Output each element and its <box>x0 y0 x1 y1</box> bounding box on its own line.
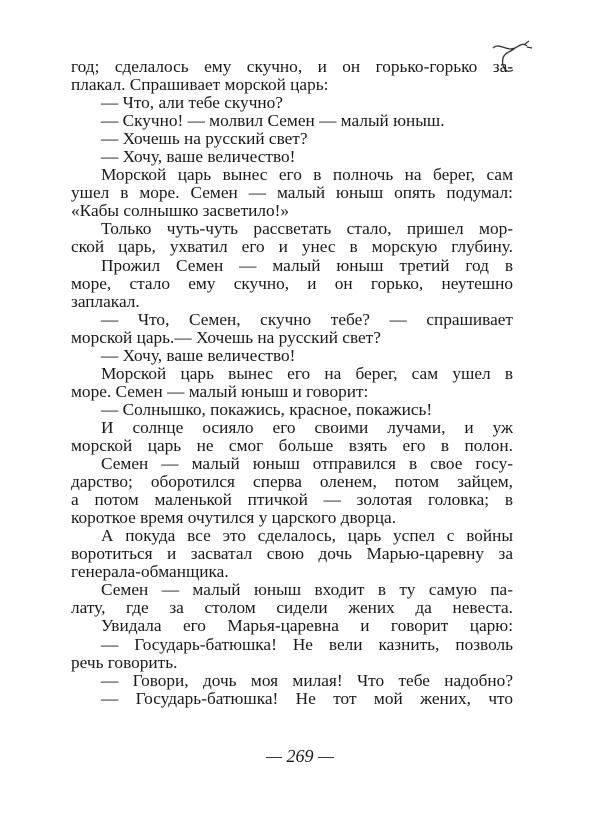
text-line: плакал. Спрашивает морской царь: <box>71 75 329 95</box>
text-line: — Хочу, ваше величество! <box>101 345 296 365</box>
text-line: — Солнышко, покажись, красное, покажись! <box>101 399 433 419</box>
text-line: — Что, Семен, скучно тебе? — спрашивает <box>101 310 513 329</box>
text-line: Семен — малый юныш входит в ту самую па- <box>101 581 513 600</box>
text-line: Только чуть-чуть рассветать стало, пришел мор- <box>101 220 513 239</box>
text-line: Морской царь вынес его на берег, сам ушел в <box>101 364 513 383</box>
text-line: — Хочу, ваше величество! <box>101 147 296 167</box>
text-line: Прожил Семен — малый юныш третий год в <box>101 256 513 275</box>
text-line: генерала-обманщика. <box>71 562 229 582</box>
text-line: ской царь, ухватил его и унес в морскую глубину. <box>71 238 513 257</box>
text-line: морской царь не смог больше взять его в полон. <box>71 436 513 455</box>
text-line: «Кабы солнышко засветило!» <box>71 201 290 221</box>
text-line: — Государь-батюшка! Не вели казнить, позволь <box>101 635 513 654</box>
page-number: — 269 — <box>265 746 334 766</box>
text-line: А покуда все это сделалось, царь успел с войны <box>101 527 513 546</box>
body-text <box>71 58 513 708</box>
text-line: Семен — малый юныш отправился в свое госу- <box>101 455 513 474</box>
text-line: дарство; оборотился сперва оленем, потом зайцем, <box>71 473 513 492</box>
text-line: Морской царь вынес его в полночь на берег, сам <box>101 166 513 185</box>
text-line: а потом маленькой птичкой — золотая головка; в <box>71 491 513 510</box>
text-line: — Государь-батюшка! Не тот мой жених, что <box>101 689 513 708</box>
text-line: год; сделалось ему скучно, и он горько-горько за- <box>71 58 513 76</box>
text-line: — Хочешь на русский свет? <box>101 129 308 149</box>
text-line: — Говори, дочь моя милая! Что тебе надобно? <box>101 671 513 690</box>
text-line: море. Семен — малый юныш и говорит: <box>71 381 369 401</box>
text-line: море, стало ему скучно, и он горько, неутешно <box>71 274 513 293</box>
text-line: короткое время очутился у царского дворца. <box>71 508 397 528</box>
text-line: заплакал. <box>71 291 140 311</box>
text-line: — Скучно! — молвил Семен — малый юныш. <box>101 111 445 131</box>
text-line: лату, где за столом сидели жених да невеста. <box>71 599 513 618</box>
text-line: речь говорить. <box>71 652 178 672</box>
text-line: Увидала его Марья-царевна и говорит царю: <box>101 617 513 636</box>
text-line: И солнце осияло его своими лучами, и уж <box>101 418 513 437</box>
text-line: воротиться и засватал свою дочь Марью-царевну за <box>71 545 513 564</box>
text-line: ушел в море. Семен — малый юныш опять подумал: <box>71 184 513 203</box>
text-line: — Что, али тебе скучно? <box>101 93 283 113</box>
text-line: морской царь.— Хочешь на русский свет? <box>71 327 381 347</box>
